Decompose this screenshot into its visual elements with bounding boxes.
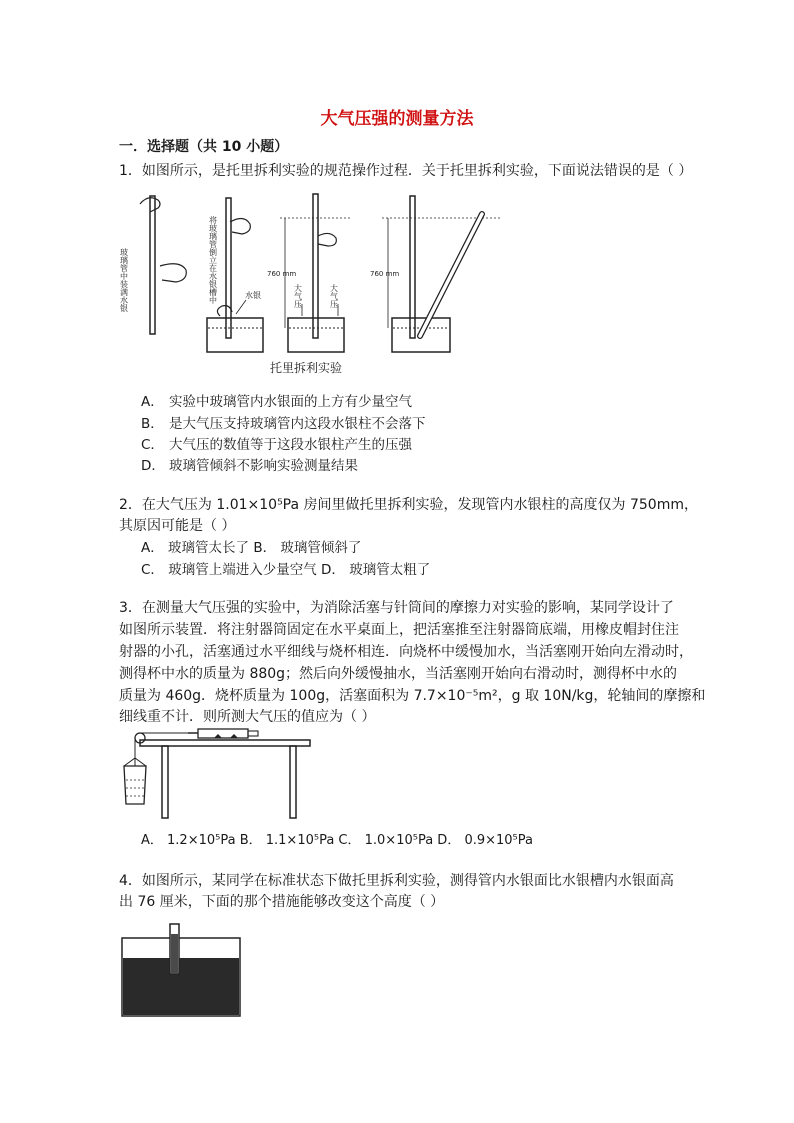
hand-side-1 [160,264,186,282]
q2-options-row2: C． 玻璃管上端进入少量空气 D． 玻璃管太粗了 [141,562,431,578]
beaker [124,766,146,804]
q1-option-c: C． 大气压的数值等于这段水银柱产生的压强 [141,437,412,453]
glass-tube-1 [150,196,155,334]
q1-option-b: B． 是大气压支持玻璃管内这段水银柱不会落下 [141,416,426,432]
dish-2 [207,318,263,352]
q4-stem-line2: 出 76 厘米，下面的那个措施能够改变这个高度（ ） [119,894,445,910]
panel-fill-tube [120,196,186,334]
glass-tube-4 [410,196,415,338]
q1-option-a: A． 实验中玻璃管内水银面的上方有少量空气 [141,394,412,410]
glass-tube-2 [226,198,231,338]
syringe-barrel [198,729,248,738]
torricelli-figure [120,186,510,378]
q3-stem-line1: 3．在测量大气压强的实验中，为消除活塞与针筒间的摩擦力对实验的影响，某同学设计了 [119,600,674,616]
q4-stem-line1: 4．如图所示，某同学在标准状态下做托里拆利实验，测得管内水银面比水银槽内水银面高 [119,873,674,889]
mercury-column [171,934,178,974]
q3-answer-options: A． 1.2×10⁵Pa B． 1.1×10⁵Pa C． 1.0×10⁵Pa D． 0.9×10⁵Pa [141,833,533,848]
label-atm-2: 大气压 [329,284,339,308]
panel-upright [267,194,350,352]
label-invert: 将玻璃管倒立在水银槽中 [208,216,218,304]
page-title: 大气压强的测量方法 [320,109,474,129]
mercury-pool [123,958,239,1015]
q2-stem-line2: 其原因可能是（ ） [119,518,236,534]
mercury-trough-figure [118,920,248,1020]
table-leg-right [290,746,296,818]
glass-tube-3 [313,194,318,338]
q3-stem-line2: 如图所示装置．将注射器筒固定在水平桌面上，把活塞推至注射器筒底端，用橡皮帽封住注 [119,622,679,638]
label-760-b: 760 mm [370,270,400,278]
q2-stem-line1: 2．在大气压为 1.01×10⁵Pa 房间里做托里拆利实验，发现管内水银柱的高度仅为 750mm， [119,497,698,513]
label-fill: 玻璃管中装满水银 [120,248,129,312]
q3-stem-line5: 质量为 460g．烧杯质量为 100g，活塞面积为 7.7×10⁻⁵m²，g 取 10N/kg，轮轴间的摩擦和 [119,688,706,704]
q3-stem-line3: 射器的小孔，活塞通过水平细线与烧杯相连．向烧杯中缓慢加水，当活塞刚开始向左滑动时， [119,644,693,660]
figure-caption: 托里拆利实验 [270,361,343,375]
dish-3 [288,318,344,352]
panel-invert [207,198,263,352]
q1-option-d: D． 玻璃管倾斜不影响实验测量结果 [141,458,358,474]
label-mercury: 水银 [245,291,261,300]
q3-stem-line6: 细线重不计．则所测大气压的值应为（ ） [119,709,376,725]
section-heading: 一．选择题（共 10 小题） [119,139,289,155]
q3-stem-line4: 测得杯中水的质量为 880g；然后向外缓慢抽水，当活塞刚开始向右滑动时，测得杯中水的 [119,666,678,682]
label-atm-1: 大气压 [293,284,303,308]
table-leg-left [162,746,168,818]
q1-stem: 1．如图所示，是托里拆利实验的规范操作过程．关于托里拆利实验，下面说法错误的是（ ） [119,163,693,179]
panel-tilted [370,196,500,352]
label-760-a: 760 mm [267,270,297,278]
table-top [140,740,310,746]
q2-options-row1: A． 玻璃管太长了 B． 玻璃管倾斜了 [141,540,362,556]
syringe-apparatus-figure [118,724,318,820]
